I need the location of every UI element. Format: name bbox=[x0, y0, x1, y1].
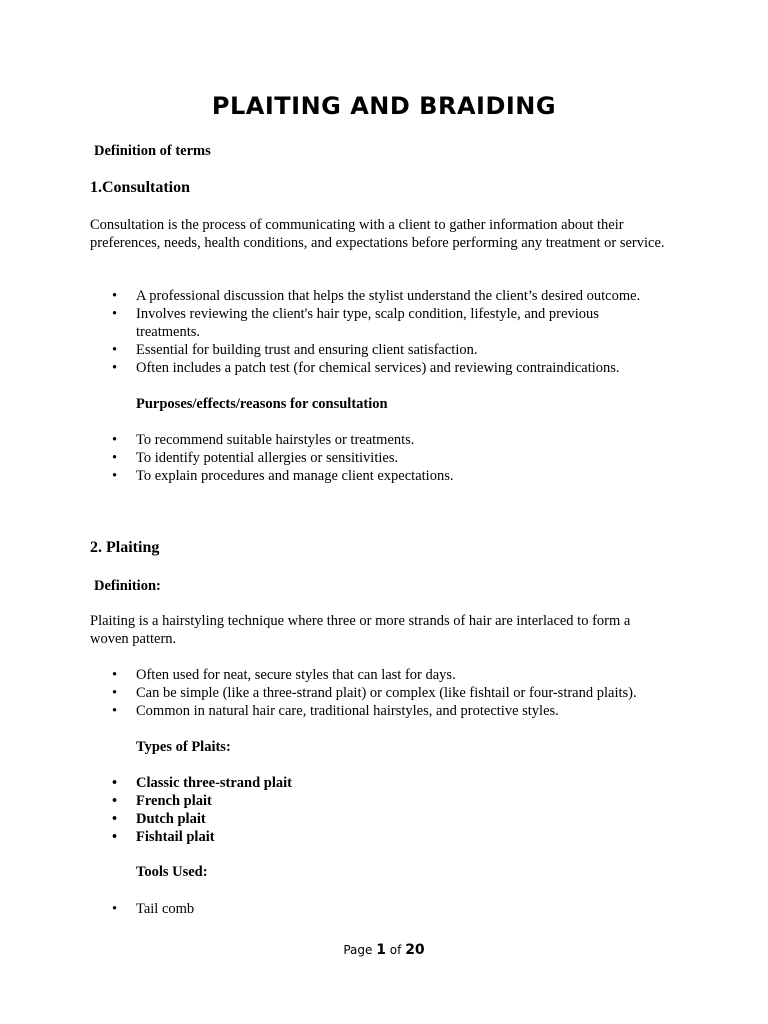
page-word: Page bbox=[343, 943, 373, 957]
list-item: • Classic three-strand plait bbox=[90, 774, 690, 792]
list-item: • Often used for neat, secure styles that can last for days. bbox=[90, 666, 690, 684]
section-2-bullets bbox=[90, 666, 690, 720]
list-item: • Can be simple (like a three-strand plait) or complex (like fishtail or four-strand plaits). bbox=[90, 684, 690, 702]
list-item: • Often includes a patch test (for chemical services) and reviewing contraindications. bbox=[90, 359, 690, 377]
list-item: • To explain procedures and manage client expectations. bbox=[90, 467, 690, 485]
tools-list bbox=[90, 900, 690, 918]
section-1-bullets bbox=[90, 287, 690, 377]
section-2-heading: 2. Plaiting bbox=[90, 539, 160, 556]
list-item: • Essential for building trust and ensuring client satisfaction. bbox=[90, 341, 690, 359]
page-footer bbox=[0, 942, 768, 958]
list-item: • Fishtail plait bbox=[90, 828, 690, 846]
section-1-heading: 1.Consultation bbox=[90, 179, 191, 196]
definition-label: Definition: bbox=[94, 578, 161, 594]
document-title: PLAITING AND BRAIDING bbox=[211, 92, 557, 120]
list-item: • Dutch plait bbox=[90, 810, 690, 828]
current-page-number: 1 bbox=[376, 942, 386, 958]
section-2-paragraph: Plaiting is a hairstyling technique where three or more strands of hair are interlaced to form a woven pattern. bbox=[90, 613, 631, 647]
types-heading: Types of Plaits: bbox=[136, 739, 231, 755]
list-item: • Tail comb bbox=[90, 900, 690, 918]
section-1-paragraph: Consultation is the process of communicating with a client to gather information about their preferences, needs, health conditions, and expectations before performing any treatment or service. bbox=[90, 217, 665, 251]
list-item: • Involves reviewing the client's hair type, scalp condition, lifestyle, and previous treatments. bbox=[90, 305, 656, 341]
purposes-list bbox=[90, 431, 690, 485]
list-item: • A professional discussion that helps the stylist understand the client’s desired outcome. bbox=[90, 287, 690, 305]
list-item: • Common in natural hair care, traditional hairstyles, and protective styles. bbox=[90, 702, 690, 720]
of-word: of bbox=[389, 943, 402, 957]
list-item: • French plait bbox=[90, 792, 690, 810]
list-item: • To identify potential allergies or sensitivities. bbox=[90, 449, 690, 467]
definition-of-terms-label: Definition of terms bbox=[94, 143, 211, 159]
tools-heading: Tools Used: bbox=[136, 864, 208, 880]
purposes-subheading: Purposes/effects/reasons for consultation bbox=[136, 396, 388, 412]
total-pages-number: 20 bbox=[405, 942, 425, 958]
types-list bbox=[90, 774, 690, 846]
list-item: • To recommend suitable hairstyles or treatments. bbox=[90, 431, 690, 449]
